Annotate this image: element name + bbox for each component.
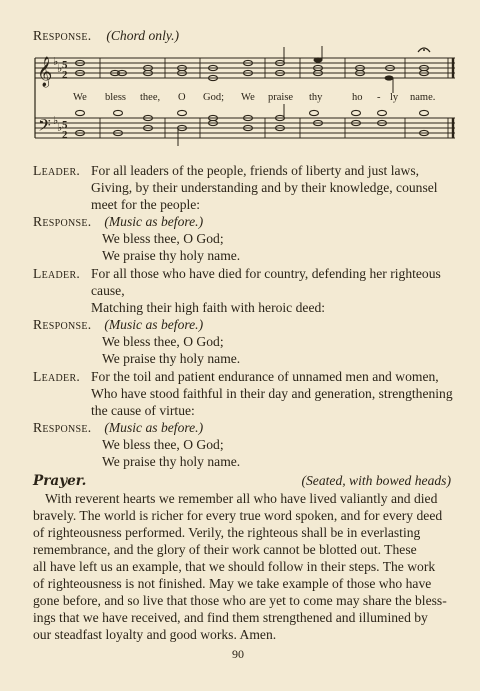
leader-label: Leader.: [33, 369, 81, 384]
fermata-dot: [423, 49, 425, 51]
bass-staff: [35, 118, 455, 138]
lyric-syllable: We: [73, 92, 87, 103]
svg-text:5: 5: [62, 59, 68, 71]
leader-line: [33, 162, 419, 179]
leader-label: Leader.: [33, 163, 81, 178]
response-label: Response.: [33, 420, 92, 435]
response-text: We praise thy holy name.: [102, 351, 241, 366]
lyric-syllable: We: [241, 92, 255, 103]
chord-note: (Chord only.): [106, 28, 180, 43]
prayer-text: With reverent hearts we remember all who have lived valiantly and died: [45, 491, 438, 506]
response-text: We bless thee, O God;: [102, 231, 224, 246]
lyric-syllable: praise: [268, 92, 294, 103]
svg-text:2: 2: [62, 69, 68, 81]
lyric-syllable: ly: [390, 92, 399, 103]
response-text: We bless thee, O God;: [102, 437, 224, 452]
leader-text: For the toil and patient endurance of unnamed men and women,: [91, 369, 439, 384]
leader-text: Who have stood faithful in their day and generation, strengthening: [91, 386, 453, 401]
lyric-syllable: name.: [410, 92, 436, 103]
music-score: [0, 40, 480, 160]
response-note: (Music as before.): [104, 420, 204, 435]
response-text: We bless thee, O God;: [102, 334, 224, 349]
prayer-text: of righteousness performed. Verily, the righteous shall be in everlasting: [33, 525, 421, 540]
treble-clef-icon: 𝄞: [37, 57, 53, 86]
svg-text:♭: ♭: [53, 115, 59, 127]
response-label: Response.: [33, 317, 92, 332]
prayer-text: bravely. The world is richer for every true word spoken, and for every deed: [33, 508, 443, 523]
lyric-syllable: ho: [352, 92, 363, 103]
response-label: Response.: [33, 214, 92, 229]
leader-text: the cause of virtue:: [91, 403, 195, 418]
response-line: [33, 419, 203, 436]
key-signature-icon: [53, 56, 62, 134]
lyrics-row: [73, 92, 435, 103]
bass-clef-icon: 𝄢: [38, 117, 51, 139]
prayer-text: ings that we have received, and find them strengthened and illumined by: [33, 610, 428, 625]
bass-stems: [178, 104, 284, 146]
svg-text:♭: ♭: [53, 56, 59, 68]
leader-label: Leader.: [33, 266, 81, 281]
prayer-note: (Seated, with bowed heads): [301, 473, 451, 488]
prayer-text: gone before, and so live that those who are yet to come may share the bless-: [33, 593, 447, 608]
time-signature-icon: [62, 59, 68, 141]
lyric-syllable: thy: [309, 92, 323, 103]
page-number: 90: [232, 647, 244, 661]
response-text: We praise thy holy name.: [102, 248, 241, 263]
lyric-syllable: God;: [203, 92, 224, 103]
response-line: [33, 316, 203, 333]
prayer-text: remembrance, and the glory of their work cannot be blotted out. These: [33, 542, 417, 557]
svg-text:2: 2: [62, 129, 68, 141]
treble-filled-note: [385, 75, 394, 80]
response-label: Response.: [33, 28, 92, 43]
leader-text: For all leaders of the people, friends of liberty and just laws,: [91, 163, 420, 178]
leader-line: [33, 265, 441, 282]
leader-text: Giving, by their understanding and by their knowledge, counsel: [91, 180, 438, 195]
prayer-text: our steadfast loyalty and good works. Amen.: [33, 627, 277, 642]
response-text: We praise thy holy name.: [102, 454, 241, 469]
svg-text:♭: ♭: [57, 63, 63, 75]
response-line: [33, 213, 203, 230]
lyric-syllable: bless: [105, 92, 126, 103]
leader-text: meet for the people:: [91, 197, 201, 212]
leader-text: For all those who have died for country, defending her righteous: [91, 266, 441, 281]
prayer-text: of righteousness is not finished. May we take example of those who have: [33, 576, 432, 591]
prayer-text: all have left us an example, that we should follow in their steps. The work: [33, 559, 436, 574]
svg-text:♭: ♭: [57, 122, 63, 134]
response-note: (Music as before.): [104, 214, 204, 229]
leader-text: cause,: [91, 283, 125, 298]
lyric-syllable: O: [178, 92, 186, 103]
svg-text:5: 5: [62, 119, 68, 131]
prayer-title-text: Prayer.: [33, 473, 87, 489]
prayer-title: [33, 472, 86, 490]
lyric-syllable: thee,: [140, 92, 161, 103]
leader-line: [33, 368, 439, 385]
lyric-syllable: -: [377, 92, 381, 103]
treble-filled-note: [314, 57, 323, 62]
leader-text: Matching their high faith with heroic deed:: [91, 300, 326, 315]
response-note: (Music as before.): [104, 317, 204, 332]
